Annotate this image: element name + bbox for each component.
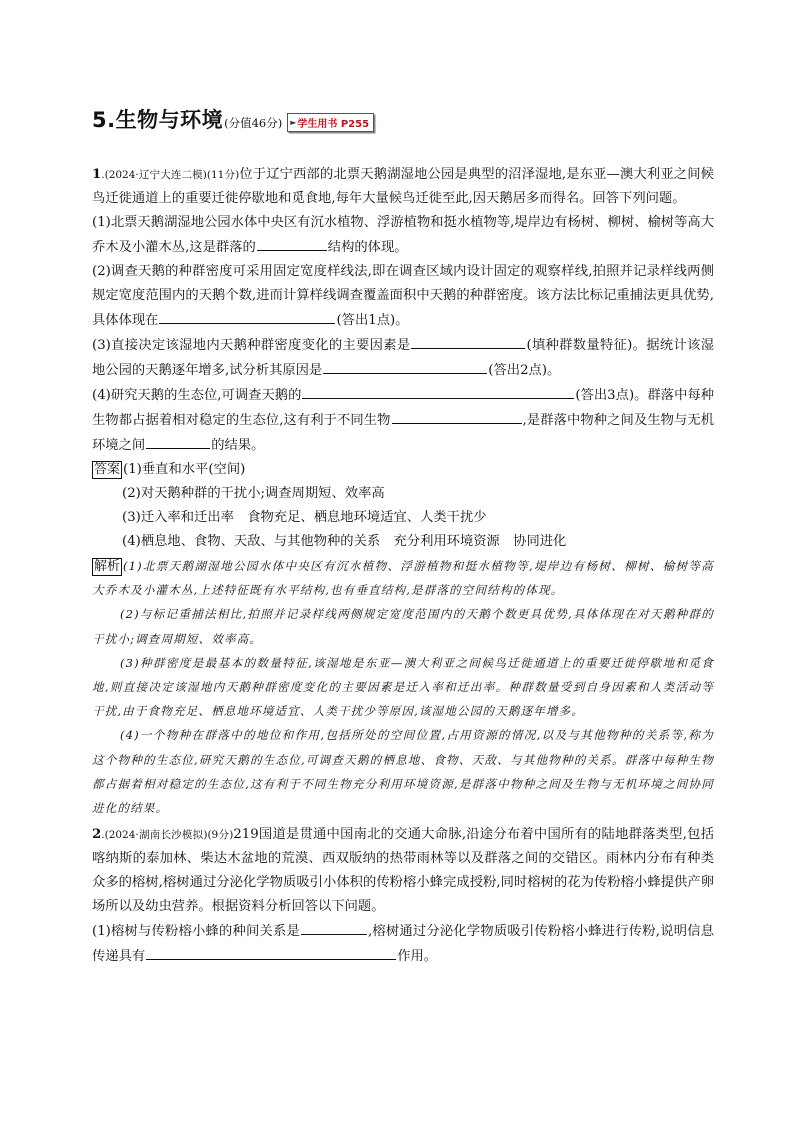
answer-label: 答案 (94, 462, 121, 477)
answer-row (92, 506, 714, 530)
question-number: 1 (92, 167, 102, 182)
part-text: (答出3点)。群落中每种生物都占据着相对稳定的生态位,这有利于不同生物 (92, 388, 714, 428)
textbook-page-tag-label: 学生用书 P255 (297, 119, 370, 130)
answer-blank[interactable] (301, 919, 367, 935)
question-stem: 219国道是贯通中国南北的交通大命脉,沿途分布着中国所有的陆地群落类型,包括喀纳斯的泰加林、柴达木盆地的荒漠、西双版纳的热带雨林等以及群落之间的交错区。雨林内分布有种类众多的榕树,榕树通过分泌化学物质吸引小体积的传粉榕小蜂完成授粉,同时榕树的花为传粉榕小蜂提供产卵场所以及幼虫营养。根据资料分析回答以下问题。 (92, 827, 714, 915)
part-text: (答出2点)。 (488, 363, 561, 378)
explanation-paragraph (92, 602, 714, 650)
explanation-text: (4)一个物种在群落中的地位和作用,包括所处的空间位置,占用资源的情况,以及与其他物种的关系等,称为这个物种的生态位,研究天鹅的生态位,可调查天鹅的栖息地、食物、天敌、与其他物种的关系。群落中每种生物都占据着相对稳定的生态位,这有利于不同生物充分利用环境资源,是群落中物种之间及生物与无机环境之间协同进化的结果。 (92, 728, 714, 816)
explanation-label: 解析 (94, 559, 121, 574)
answer-blank[interactable] (146, 433, 210, 449)
answer-text: (2)对天鹅种群的干扰小;调查周期短、效率高 (122, 486, 385, 501)
section-title: 5.生物与环境 (92, 108, 224, 132)
part-text: 结构的体现。 (327, 240, 408, 255)
answer-blank[interactable] (159, 308, 335, 324)
part-text: 作用。 (397, 949, 438, 965)
explanation-paragraph (92, 651, 714, 724)
answer-blank[interactable] (146, 944, 396, 960)
section-score: (分值46分) (224, 116, 283, 130)
question-stem: 位于辽宁西部的北票天鹅湖湿地公园是典型的沼泽湿地,是东亚—澳大利亚之间候鸟迁徙通道上的重要迁徙停歇地和觅食地,每年大量候鸟迁徙至此,因天鹅居多而得名。回答下列问题。 (92, 167, 714, 206)
question-1-part-1 (92, 211, 714, 260)
answer-blank[interactable] (257, 235, 327, 251)
answer-row (92, 530, 714, 554)
question-number: 2 (92, 827, 102, 843)
explanation-text: (3)种群密度是最基本的数量特征,该湿地是东亚—澳大利亚之间候鸟迁徙通道上的重要迁徙停歇地和觅食地,则直接决定该湿地内天鹅种群密度变化的主要因素是迁入率和迁出率。种群数量受到自身因素和人类活动等干扰,由于食物充足、栖息地环境适宜、人类干扰少等原因,该湿地公园的天鹅逐年增多。 (92, 655, 714, 719)
explanation-paragraph (92, 723, 714, 820)
document-page (92, 104, 714, 969)
question-1-part-4 (92, 383, 714, 458)
part-text: ,是群落中物种之间及生物与无机环境之间 (92, 413, 714, 453)
answer-row (92, 458, 714, 482)
part-text: (答出1点)。 (336, 313, 409, 328)
explanation-text: (1)北票天鹅湖湿地公园水体中央区有沉水植物、浮游植物和挺水植物等,堤岸边有杨树、柳树、榆树等高大乔木及小灌木丛,上述特征既有水平结构,也有垂直结构,是群落的空间结构的体现。 (92, 559, 714, 598)
question-1-part-2 (92, 260, 714, 333)
answer-text: (3)迁入率和迁出率 食物充足、栖息地环境适宜、人类干扰少 (122, 510, 487, 525)
explanation-text: (2)与标记重捕法相比,拍照并记录样线两侧规定宽度范围内的天鹅个数更具优势,具体体现在对天鹅种群的干扰小;调查周期短、效率高。 (92, 607, 714, 646)
part-text: (1)北票天鹅湖湿地公园水体中央区有沉水植物、浮游植物和挺水植物等,堤岸边有杨树、柳树、榆树等高大乔木及小灌木丛,这是群落的 (92, 215, 714, 255)
part-text: ,榕树通过分泌化学物质吸引传粉榕小蜂进行传粉,说明信息传递具有 (92, 924, 714, 965)
section-header (92, 104, 714, 138)
part-text: 的结果。 (211, 438, 265, 453)
answer-row (92, 482, 714, 506)
question-2 (92, 823, 714, 919)
explanation-block (92, 554, 714, 820)
part-text: (3)直接决定该湿地内天鹅种群密度变化的主要因素是 (92, 338, 411, 353)
part-text: (2)调查天鹅的种群密度可采用固定宽度样线法,即在调查区域内设计固定的观察样线,拍照并记录样线两侧规定宽度范围内的天鹅个数,进而计算样线调查覆盖面积中天鹅的种群密度。该方法比标记重捕法更具优势,具体体现在 (92, 264, 714, 328)
question-1-part-3 (92, 333, 714, 383)
textbook-page-tag[interactable] (287, 113, 374, 132)
question-2-part-1 (92, 919, 714, 969)
arrow-right-icon: ► (290, 118, 297, 127)
answer-blank[interactable] (392, 408, 522, 424)
explanation-paragraph (92, 554, 714, 602)
question-source: .(2024·湖南长沙模拟)(9分) (101, 829, 234, 842)
answer-blank[interactable] (302, 383, 574, 399)
answer-block (92, 458, 714, 554)
answer-text: (1)垂直和水平(空间) (123, 462, 246, 477)
answer-blank[interactable] (323, 358, 487, 374)
answer-text: (4)栖息地、食物、天敌、与其他物种的关系 充分利用环境资源 协同进化 (122, 534, 567, 549)
answer-blank[interactable] (411, 333, 525, 349)
part-text: (1)榕树与传粉榕小蜂的种间关系是 (92, 924, 300, 940)
question-source: .(2024·辽宁大连二模)(11分) (101, 169, 240, 181)
question-1 (92, 163, 714, 211)
part-text: (4)研究天鹅的生态位,可调查天鹅的 (92, 388, 302, 403)
part-text: (填种群数量特征)。据统计该湿地公园的天鹅逐年增多,试分析其原因是 (92, 338, 714, 378)
